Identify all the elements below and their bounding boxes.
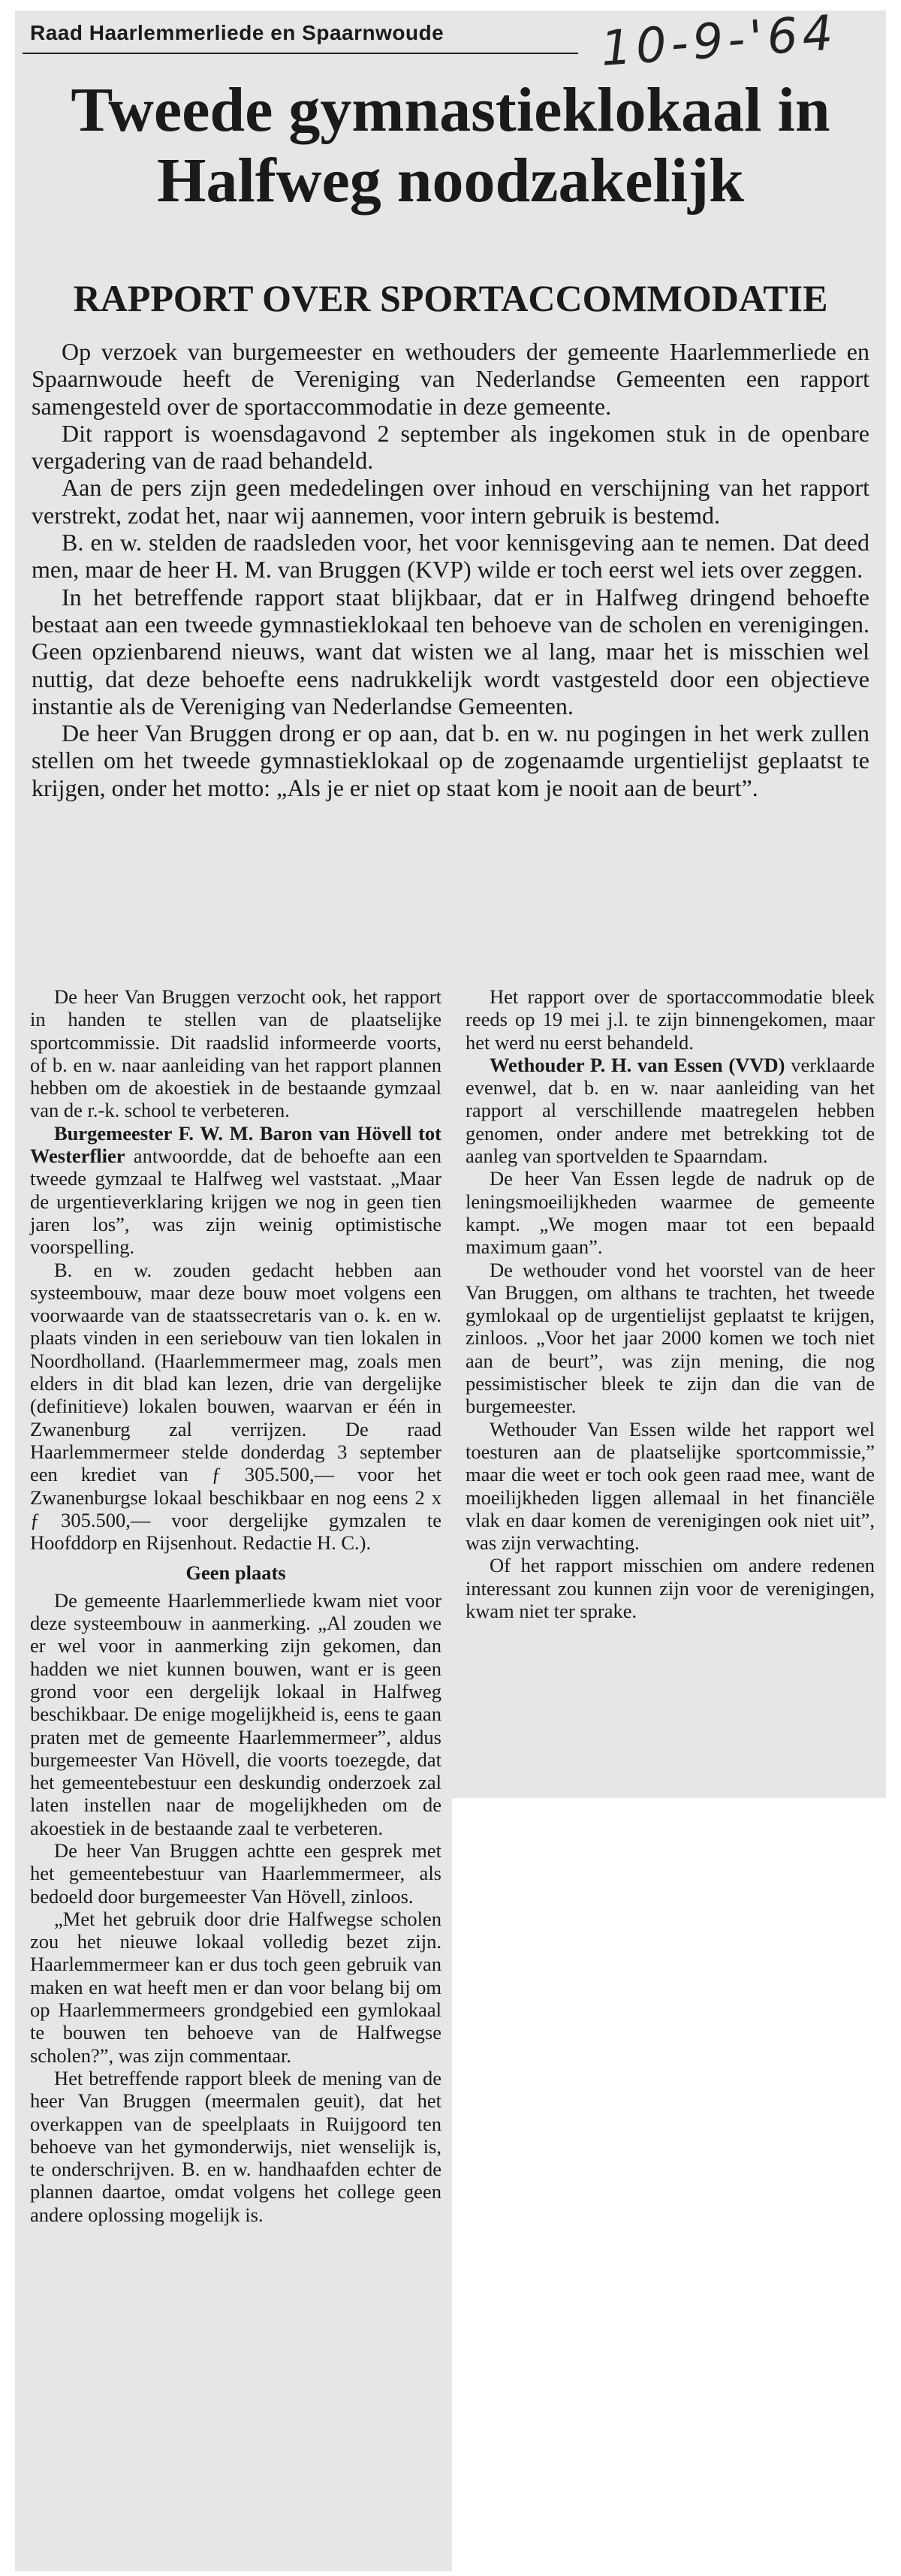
paragraph: De heer Van Bruggen verzocht ook, het rapport in handen te stellen van de plaatselijke sportcommissie. Dit raadslid informeerde voorts, of b. en w. naar aanleiding van het rapport plannen hebben om de akoestiek in de bestaande gymzaal van de r.-k. school te verbeteren.: [30, 985, 441, 1122]
paragraph: Wethouder Van Essen wilde het rapport wel toesturen aan de plaatselijke sportcommissie,” maar die weet er toch ook geen raad mee, want de moeilijkheden liggen allemaal in het financiële vlak en daar komen de verenigingen ook niet uit”, was zijn verwachting.: [466, 1417, 875, 1555]
paragraph: De gemeente Haarlemmerliede kwam niet voor deze systeembouw in aanmerking. „Al zouden we er wel voor in aanmerking zijn gekomen, dan hadden we niet kunnen bouwen, want er is geen grond voor een dergelijk lokaal in Halfweg beschikbaar. De enige mogelijkheid is, eens te gaan praten met de gemeente Haarlemmermeer”, aldus burgemeester Van Hövell, die voorts toezegde, dat het gemeentebestuur een deskundig onderzoek zal laten instellen naar de mogelijkheden om de akoestiek in de bestaande zaal te verbeteren.: [30, 1588, 441, 1839]
lead-paragraph: In het betreffende rapport staat blijkbaar, dat er in Halfweg dringend behoefte bestaat aan een tweede gymnastieklokaal ten behoeve van de scholen en verenigingen. Geen opzienbarend nieuws, want dat wisten we al lang, maar het is misschien wel nuttig, dat deze behoefte eens nadrukkelijk wordt vastgesteld door een objectieve instantie als de Vereniging van Nederlandse Gemeenten.: [32, 583, 869, 719]
lead-paragraph: Dit rapport is woensdagavond 2 september als ingekomen stuk in de openbare vergadering van de raad behandeld.: [32, 419, 869, 475]
paragraph: Het betreffende rapport bleek de mening van de heer Van Bruggen (meermalen geuit), dat het overkappen van de speelplaats in Ruijgoord ten behoeve van het gymonderwijs, niet wenselijk is, te onderschrijven. B. en w. handhaafden echter de plannen daartoe, omdat volgens het college geen andere oplossing mogelijk is.: [30, 2066, 441, 2226]
headline: Tweede gymnastieklokaal in Halfweg noodzakelijk: [71, 75, 830, 216]
paragraph: Of het rapport misschien om andere redenen interessant zou kunnen zijn voor de verenigingen, kwam niet ter sprake.: [466, 1554, 875, 1623]
paragraph: De heer Van Essen legde de nadruk op de leningsmoeilijkheden waarmee de gemeente kampt. „We mogen maar tot een bepaald maximum gaan”.: [466, 1167, 875, 1259]
paragraph: [466, 1054, 875, 1167]
paragraph: Het rapport over de sportaccommodatie bleek reeds op 19 mei j.l. te zijn binnengekomen, maar het werd nu eerst behandeld.: [466, 985, 875, 1054]
lead-paragraph: Op verzoek van burgemeester en wethouders der gemeente Haarlemmerliede en Spaarnwoude heeft de Vereniging van Nederlandse Gemeenten een rapport samengesteld over de sportaccommodatie in deze gemeente.: [32, 338, 869, 420]
paragraph: De wethouder vond het voorstel van de heer Van Bruggen, om althans te trachten, het tweede gymlokaal op de urgentielijst geplaatst te krijgen, zinloos. „Voor het jaar 2000 komen we toch niet aan de beurt”, was zijn mening, die nog pessimistischer bleek te zijn dan die van de burgemeester.: [466, 1258, 875, 1418]
lead-text: [32, 338, 869, 801]
lead-paragraph: Aan de pers zijn geen mededelingen over inhoud en verschijning van het rapport verstrekt, zodat het, naar wij aannemen, voor intern gebruik is bestemd.: [32, 474, 869, 529]
paragraph: [30, 1122, 441, 1259]
kicker-rule: [23, 53, 578, 54]
kicker: Raad Haarlemmerliede en Spaarnwoude: [30, 21, 444, 44]
paragraph-text: verklaarde evenwel, dat b. en w. naar aanleiding van het rapport al verschillende maatregelen hebben genomen, onder andere met betrekking tot de aanleg van sportvelden te Spaarndam.: [466, 1053, 875, 1168]
section-subhead: Geen plaats: [185, 1561, 286, 1585]
paragraph-text: antwoordde, dat de behoefte aan een tweede gymzaal te Halfweg wel vaststaat. „Maar de urgentieverklaring krijgen we nog in geen tien jaren los”, was zijn weinig optimistische voorspelling.: [30, 1145, 441, 1259]
lead-paragraph: De heer Van Bruggen drong er op aan, dat b. en w. nu pogingen in het werk zullen stellen om het tweede gymnastieklokaal op de zogenaamde urgentielijst geplaatst te krijgen, onder het motto: „Als je er niet op staat kom je nooit aan de beurt”.: [32, 719, 869, 801]
right-column: [466, 985, 875, 1622]
left-column: [30, 985, 441, 2226]
handwritten-date: 10-9-'64: [598, 5, 839, 77]
speaker-name: Wethouder P. H. van Essen (VVD): [490, 1053, 785, 1076]
paragraph: B. en w. zouden gedacht hebben aan systeembouw, maar deze bouw moet volgens een voorwaarde van de staatssecretaris van o. k. en w. plaats vinden in een seriebouw van tien lokalen in Noordholland. (Haarlemmermeer mag, zoals men elders in dit blad kan lezen, drie van dergelijke (definitieve) lokalen bouwen, waarvan er één in Zwanenburg zal verrijzen. De raad Haarlemmermeer stelde donderdag 3 september een krediet van ƒ 305.500,— voor het Zwanenburgse lokaal beschikbaar en nog eens 2 x ƒ 305.500,— voor dergelijke gymzalen te Hoofddorp en Rijsenhout. Redactie H. C.).: [30, 1258, 441, 1555]
paragraph: „Met het gebruik door drie Halfwegse scholen zou het nieuwe lokaal volledig bezet zijn. Haarlemmermeer kan er dus toch geen gebruik van maken en wat heeft men er dan voor belang bij om op Haarlemmermeers grondgebied een gymlokaal te bouwen ten behoeve van de Halfwegse scholen?”, was zijn commentaar.: [30, 1907, 441, 2067]
speaker-name: Burgemeester F. W. M. Baron van Hövell tot Westerflier: [30, 1121, 441, 1168]
lead-paragraph: B. en w. stelden de raadsleden voor, het voor kennisgeving aan te nemen. Dat deed men, maar de heer H. M. van Bruggen (KVP) wilde er toch eerst wel iets over zeggen.: [32, 529, 869, 584]
subheadline: RAPPORT OVER SPORTACCOMMODATIE: [73, 277, 828, 319]
paragraph: De heer Van Bruggen achtte een gesprek met het gemeentebestuur van Haarlemmermeer, als bedoeld door burgemeester Van Hövell, zinloos.: [30, 1838, 441, 1908]
